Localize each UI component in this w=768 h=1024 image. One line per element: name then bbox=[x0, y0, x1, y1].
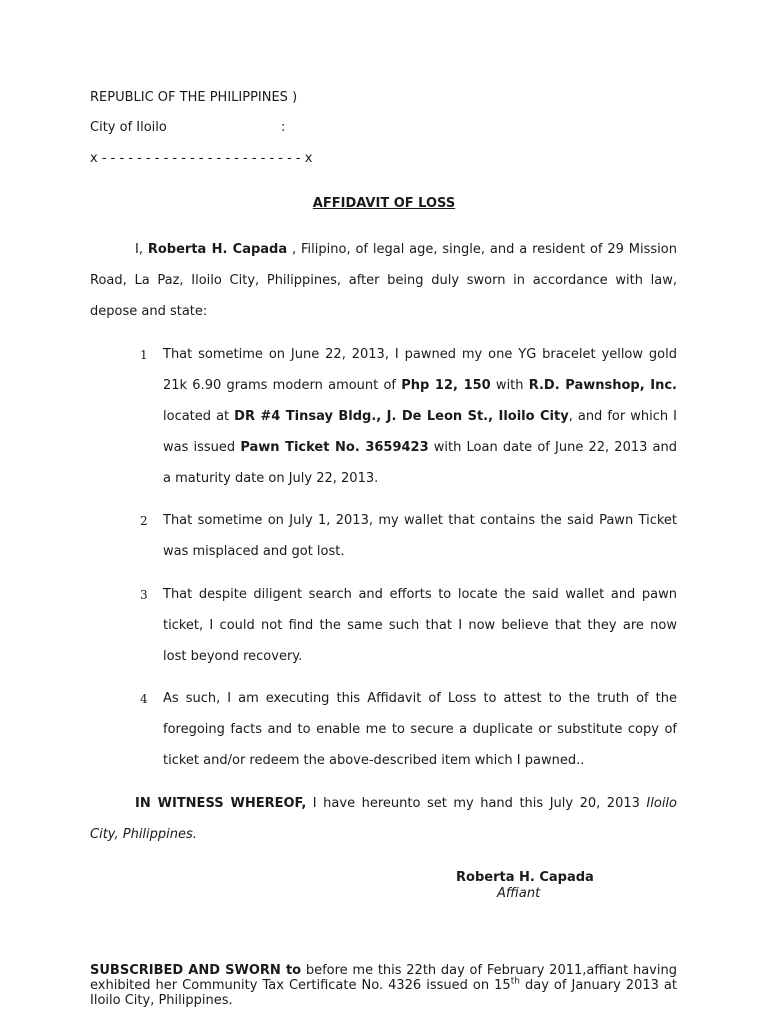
jurat-paragraph: SUBSCRIBED AND SWORN to before me this 22th day of February 2011,affiant having exhibited her Community Tax Certificate No. 4326 issued on 15th day of January 2013 at Iloilo City, Philippines. bbox=[90, 963, 677, 1008]
item-3 bbox=[163, 579, 677, 672]
item-3-line: That despite diligent search and efforts to locate the said wallet and pawn bbox=[163, 587, 677, 602]
intro-line-1: I, Roberta H. Capada , Filipino, of legal age, single, and a resident of 29 Mission bbox=[135, 242, 677, 257]
item-1-line: a maturity date on July 22, 2013. bbox=[163, 471, 379, 486]
document-title: AFFIDAVIT OF LOSS bbox=[312, 196, 456, 211]
intro-line-2: Road, La Paz, Iloilo City, Philippines, after being duly sworn in accordance with law, bbox=[90, 273, 677, 288]
intro-line-3: depose and state: bbox=[90, 304, 208, 319]
item-number-3: 3 bbox=[140, 588, 148, 602]
item-4-line: ticket and/or redeem the above-described item which I pawned.. bbox=[163, 753, 585, 768]
item-1-line: That sometime on June 22, 2013, I pawned my one YG bracelet yellow gold bbox=[163, 347, 677, 362]
caption-colon: : bbox=[281, 120, 286, 135]
caption-city: City of Iloilo bbox=[90, 120, 167, 135]
caption-republic: REPUBLIC OF THE PHILIPPINES ) bbox=[90, 90, 298, 105]
item-1-line: was issued Pawn Ticket No. 3659423 with Loan date of June 22, 2013 and bbox=[163, 440, 678, 455]
item-number-4: 4 bbox=[140, 692, 148, 706]
signature-name: Roberta H. Capada bbox=[456, 870, 594, 885]
intro-paragraph bbox=[90, 234, 677, 327]
item-2-line: was misplaced and got lost. bbox=[163, 544, 345, 559]
item-2 bbox=[163, 505, 677, 567]
item-4 bbox=[163, 683, 677, 776]
item-1-line: located at DR #4 Tinsay Bldg., J. De Leon St., Iloilo City, and for which I bbox=[163, 409, 678, 424]
item-4-line: foregoing facts and to enable me to secure a duplicate or substitute copy of bbox=[163, 722, 677, 737]
item-number-2: 2 bbox=[140, 514, 148, 528]
item-1 bbox=[163, 339, 677, 494]
witness-line-2: City, Philippines. bbox=[90, 827, 197, 842]
item-4-line: As such, I am executing this Affidavit of Loss to attest to the truth of the bbox=[163, 691, 677, 706]
item-1-line: 21k 6.90 grams modern amount of Php 12, 150 with R.D. Pawnshop, Inc. bbox=[163, 378, 677, 393]
witness-paragraph bbox=[90, 788, 677, 850]
affiant-name: Roberta H. Capada bbox=[147, 242, 288, 257]
item-3-line: ticket, I could not find the same such that I now believe that they are now bbox=[163, 618, 677, 633]
signature-title: Affiant bbox=[497, 886, 541, 901]
item-3-line: lost beyond recovery. bbox=[163, 649, 303, 664]
caption-separator: x - - - - - - - - - - - - - - - - - - - - - - - x bbox=[90, 151, 313, 166]
witness-line-1: IN WITNESS WHEREOF, I have hereunto set my hand this July 20, 2013 Iloilo bbox=[135, 796, 677, 811]
item-number-1: 1 bbox=[140, 348, 148, 362]
item-2-line: That sometime on July 1, 2013, my wallet that contains the said Pawn Ticket bbox=[163, 513, 677, 528]
